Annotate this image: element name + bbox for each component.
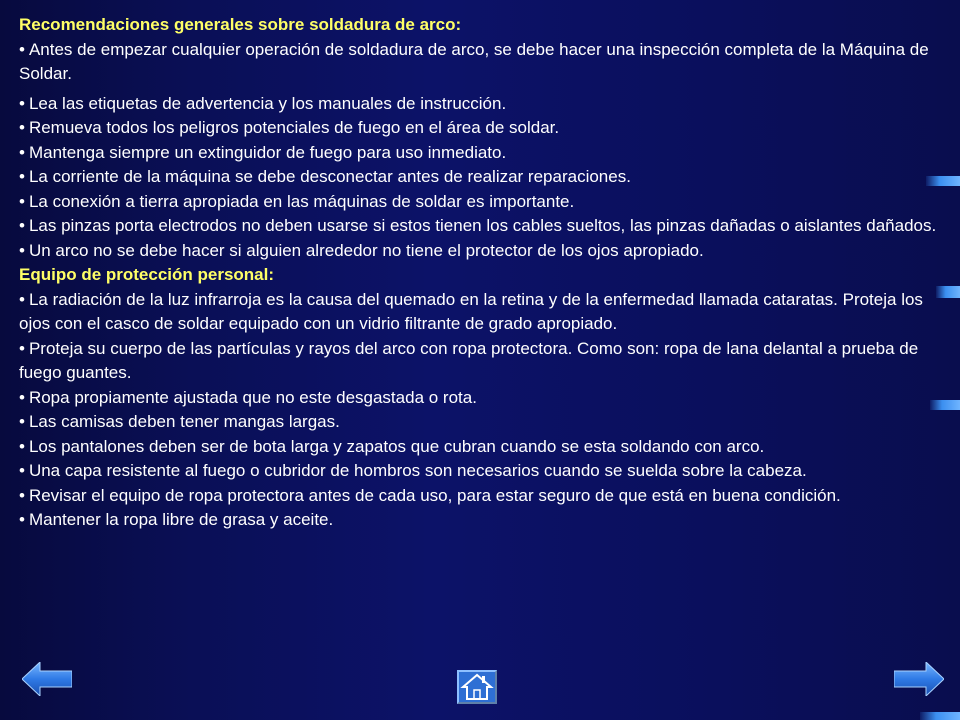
- list-item: [19, 214, 955, 239]
- list-item: [19, 165, 955, 190]
- list-item-text: La corriente de la máquina se debe desconectar antes de realizar reparaciones.: [28, 167, 631, 186]
- bullet-icon: •: [19, 216, 25, 235]
- section-heading-general: Recomendaciones generales sobre soldadura de arco:: [19, 15, 462, 34]
- list-item-text: Ropa propiamente ajustada que no este desgastada o rota.: [28, 387, 477, 407]
- list-item-text: Antes de empezar cualquier operación de soldadura de arco, se debe hacer una inspección completa de la Máquina de Soldar.: [19, 39, 929, 83]
- list-item: [19, 484, 955, 509]
- bullet-icon: •: [19, 142, 25, 162]
- bullet-icon: •: [19, 118, 25, 137]
- list-item-text: La conexión a tierra apropiada en las máquinas de soldar es importante.: [28, 191, 575, 211]
- list-item-text: Un arco no se debe hacer si alguien alrededor no tiene el protector de los ojos apropiado.: [28, 240, 704, 260]
- bullet-icon: •: [19, 240, 25, 260]
- bullet-icon: •: [19, 39, 25, 59]
- list-item: [19, 141, 955, 166]
- forward-arrow-icon[interactable]: [894, 662, 944, 696]
- list-item: [19, 459, 955, 484]
- list-item-text: Proteja su cuerpo de las partículas y rayos del arco con ropa protectora. Como son: ropa de lana delantal a prueba de fuego guantes.: [19, 338, 919, 382]
- list-item-text: Remueva todos los peligros potenciales de fuego en el área de soldar.: [28, 118, 560, 137]
- list-item: [19, 190, 955, 215]
- list-item: [19, 410, 955, 435]
- list-item: [19, 508, 955, 533]
- list-item: [19, 38, 955, 87]
- bullet-icon: •: [19, 436, 25, 456]
- bullet-icon: •: [19, 191, 25, 211]
- list-item-text: Una capa resistente al fuego o cubridor de hombros son necesarios cuando se suelda sobre la cabeza.: [28, 461, 807, 480]
- home-icon: [459, 672, 495, 702]
- bullet-icon: •: [19, 167, 25, 186]
- home-button[interactable]: [457, 670, 497, 704]
- list-item: [19, 386, 955, 411]
- list-item-text: Revisar el equipo de ropa protectora antes de cada uso, para estar seguro de que está en buena condición.: [28, 485, 841, 505]
- bullet-icon: •: [19, 510, 25, 529]
- back-arrow-icon[interactable]: [22, 662, 72, 696]
- slide-body: [19, 13, 955, 533]
- bullet-icon: •: [19, 387, 25, 407]
- list-item: [19, 337, 955, 386]
- list-item-text: Las pinzas porta electrodos no deben usarse si estos tienen los cables sueltos, las pinzas dañadas o aislantes dañados.: [28, 216, 937, 235]
- list-item-text: Mantener la ropa libre de grasa y aceite.: [28, 510, 334, 529]
- bullet-icon: •: [19, 485, 25, 505]
- list-item-text: Lea las etiquetas de advertencia y los manuales de instrucción.: [28, 93, 507, 113]
- list-item-text: Las camisas deben tener mangas largas.: [28, 412, 340, 431]
- list-item-text: Mantenga siempre un extinguidor de fuego para uso inmediato.: [28, 142, 507, 162]
- bullet-icon: •: [19, 461, 25, 480]
- bullet-icon: •: [19, 338, 25, 358]
- list-item: [19, 288, 955, 337]
- list-item: [19, 116, 955, 141]
- bullet-icon: •: [19, 289, 25, 309]
- bullet-icon: •: [19, 412, 25, 431]
- decorative-stripe: [920, 712, 960, 720]
- bullet-icon: •: [19, 93, 25, 113]
- section-heading-protection: Equipo de protección personal:: [19, 265, 275, 284]
- list-item-text: La radiación de la luz infrarroja es la causa del quemado en la retina y de la enfermedad llamada cataratas. Proteja los ojos con el casco de soldar equipado con un vidrio filtrante de grado apropiado.: [19, 289, 923, 333]
- list-item-text: Los pantalones deben ser de bota larga y zapatos que cubran cuando se esta soldando con arco.: [28, 436, 765, 456]
- list-item: [19, 239, 955, 264]
- list-item: [19, 92, 955, 117]
- list-item: [19, 435, 955, 460]
